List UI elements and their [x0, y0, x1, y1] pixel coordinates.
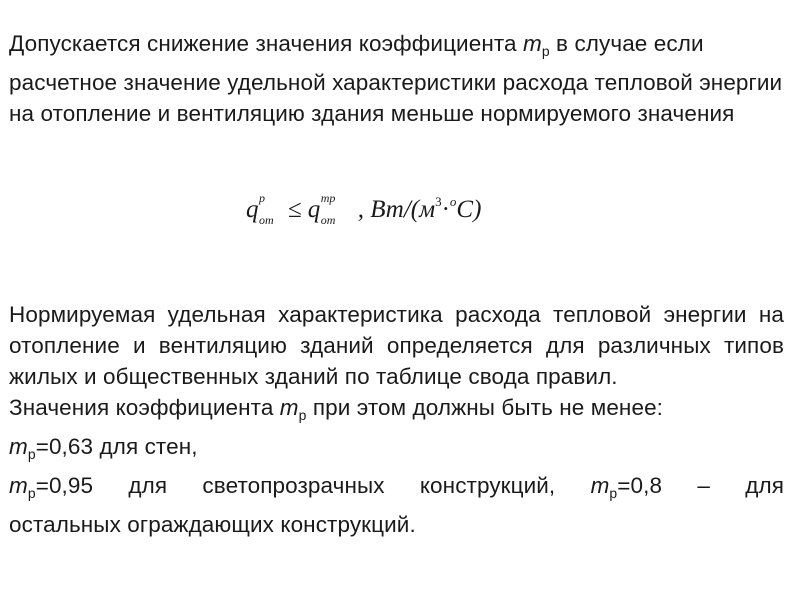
norm-paragraph — [9, 299, 784, 540]
other-constructions: остальных ограждающих конструкций. — [9, 511, 416, 537]
formula-rhs: q тр от — [307, 191, 336, 227]
values-intro: Значения коэффициента $m_р$ при этом должны быть не менее: — [9, 395, 664, 423]
formula-unit: , $Вт/(м^3\cdot^оС)$ — [357, 194, 482, 223]
inequality-formula — [246, 191, 482, 236]
walls-value: $m_р=0,63$ для стен, — [9, 433, 198, 462]
intro-text-start: Допускается снижение значения коэффициента — [9, 31, 523, 56]
formula-lhs: q p от — [246, 191, 274, 227]
intro-text-rest: если расчетное значение удельной характеристики расхода тепловой энергии на отопление и вентиляцию здания меньше нормируемого значения — [9, 31, 783, 126]
intro-paragraph — [9, 28, 784, 129]
formula-operator: ≤ — [288, 196, 302, 223]
intro-text-end: в случае — [549, 31, 648, 56]
coefficient-m-symbol: $m_р$ — [522, 31, 550, 59]
norm-description: Нормируемая удельная характеристика расхода тепловой энергии на отопление и вентиляцию зданий определяется для различных типов жилых и общественных зданий по таблице свода правил. — [9, 302, 784, 389]
translucent-value-line: $m_р=0,95$ для светопрозрачных конструкций, $m_р=0,8$ – для — [9, 472, 785, 501]
